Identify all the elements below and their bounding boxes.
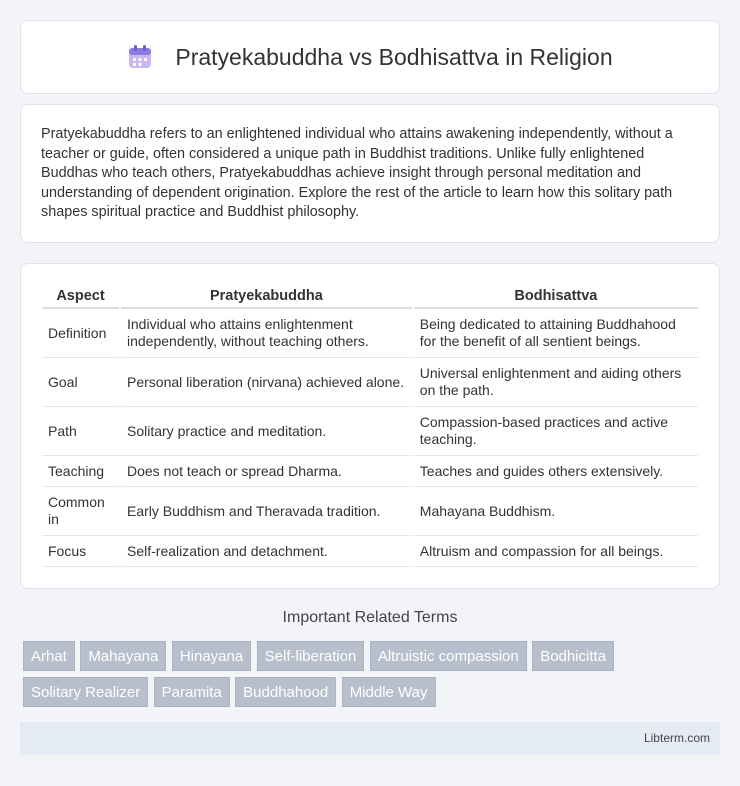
table-cell: Universal enlightenment and aiding others on the path. (413, 358, 698, 407)
table-row (42, 358, 698, 407)
table-header-row (42, 286, 698, 309)
table-cell: Teaching (42, 456, 120, 487)
table-row (42, 407, 698, 456)
table-row (42, 487, 698, 536)
comparison-table-card (20, 263, 720, 589)
table-cell: Compassion-based practices and active teaching. (413, 407, 698, 456)
intro-text: Pratyekabuddha refers to an enlightened individual who attains awakening independently, without a teacher or guide, often considered a unique path in Buddhist traditions. Unlike fully enlightened Buddhas who teach others, Pratyekabuddhas achieve insight through personal meditation and understanding of dependent origination. Explore the rest of the article to learn how this solitary path shapes spiritual practice and Buddhist philosophy. (41, 126, 673, 221)
table-cell: Personal liberation (nirvana) achieved alone. (120, 358, 413, 407)
related-terms-list (23, 641, 723, 713)
table-cell: Definition (42, 309, 120, 358)
tag-buddhahood[interactable]: Buddhahood (235, 677, 336, 707)
footer (20, 722, 720, 755)
related-terms-title: Important Related Terms (282, 609, 458, 626)
tag-altruistic-compassion[interactable]: Altruistic compassion (370, 641, 527, 671)
table-row (42, 536, 698, 567)
table-cell: Does not teach or spread Dharma. (120, 456, 413, 487)
table-cell: Focus (42, 536, 120, 567)
tag-solitary-realizer[interactable]: Solitary Realizer (23, 677, 148, 707)
table-cell: Common in (42, 487, 120, 536)
header-aspect: Aspect (42, 286, 120, 309)
table-cell: Individual who attains enlightenment independently, without teaching others. (120, 309, 413, 358)
tag-mahayana[interactable]: Mahayana (80, 641, 166, 671)
tag-middle-way[interactable]: Middle Way (342, 677, 436, 707)
tag-hinayana[interactable]: Hinayana (172, 641, 251, 671)
header-pratyekabuddha: Pratyekabuddha (120, 286, 413, 309)
tag-paramita[interactable]: Paramita (154, 677, 230, 707)
tag-bodhicitta[interactable]: Bodhicitta (532, 641, 614, 671)
table-cell: Altruism and compassion for all beings. (413, 536, 698, 567)
table-cell: Being dedicated to attaining Buddhahood for the benefit of all sentient beings. (413, 309, 698, 358)
intro-card (20, 104, 720, 243)
table-cell: Early Buddhism and Theravada tradition. (120, 487, 413, 536)
table-row (42, 456, 698, 487)
page-title: Pratyekabuddha vs Bodhisattva in Religion (175, 43, 613, 70)
table-cell: Solitary practice and meditation. (120, 407, 413, 456)
header-bodhisattva: Bodhisattva (413, 286, 698, 309)
table-row (42, 309, 698, 358)
table-cell: Goal (42, 358, 120, 407)
calendar-icon (127, 44, 153, 70)
table-cell: Mahayana Buddhism. (413, 487, 698, 536)
comparison-table (42, 286, 698, 567)
footer-link[interactable]: Libterm.com (643, 731, 710, 745)
table-cell: Self-realization and detachment. (120, 536, 413, 567)
table-cell: Path (42, 407, 120, 456)
tag-arhat[interactable]: Arhat (23, 641, 75, 671)
tag-self-liberation[interactable]: Self-liberation (257, 641, 365, 671)
title-card (20, 20, 720, 94)
table-cell: Teaches and guides others extensively. (413, 456, 698, 487)
